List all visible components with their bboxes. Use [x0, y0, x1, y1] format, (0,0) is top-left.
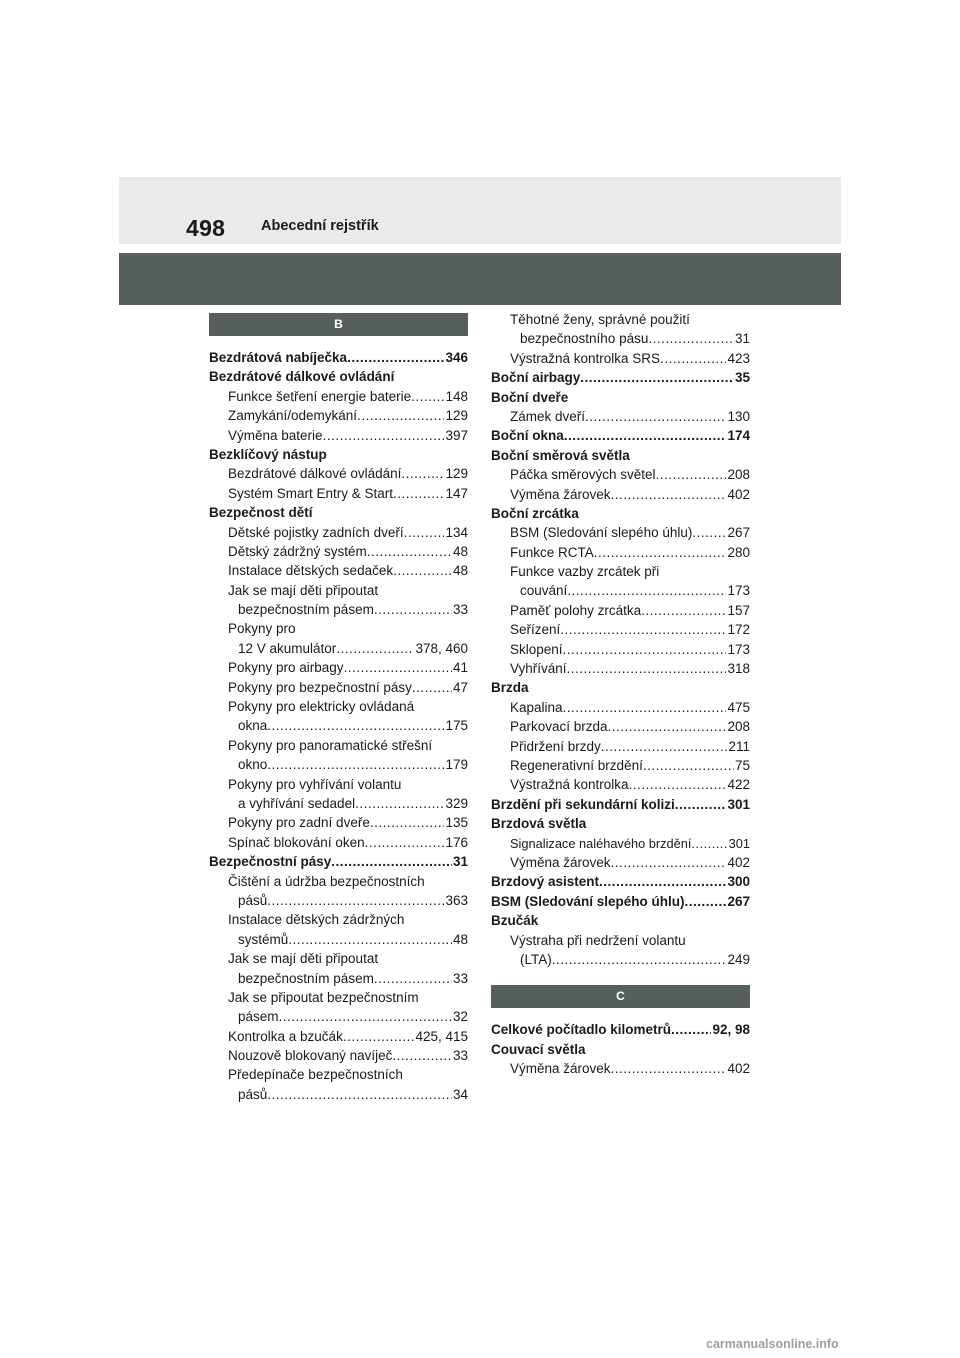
entry-text: Boční zrcátka: [491, 505, 579, 521]
entry-text: Výměna žárovek: [510, 486, 611, 502]
index-subentry: [491, 756, 750, 775]
entry-page-ref: 402: [727, 1061, 750, 1077]
entry-page-ref: 179: [445, 757, 468, 773]
dot-leader: [671, 1020, 711, 1039]
entry-text: Pokyny pro panoramatické střešní: [228, 737, 433, 753]
index-entry: [209, 852, 468, 871]
entry-text: Bzučák: [491, 913, 539, 929]
entry-page-ref: 301: [728, 835, 750, 851]
dot-leader: [347, 348, 444, 367]
entry-text: BSM (Sledování slepého úhlu): [510, 525, 693, 541]
entry-text: Boční směrová světla: [491, 447, 630, 463]
entry-text: BSM (Sledování slepého úhlu): [491, 893, 685, 909]
index-entry: [491, 426, 750, 445]
entry-page-ref: 48: [452, 563, 468, 579]
entry-text: Páčka směrových světel: [510, 467, 656, 483]
dot-leader: [323, 426, 445, 445]
dot-leader: [267, 1085, 452, 1104]
entry-text: Čištění a údržba bezpečnostních: [228, 873, 425, 889]
entry-text: Pokyny pro: [228, 621, 296, 637]
dot-leader: [336, 639, 414, 658]
entry-text: Kapalina: [510, 699, 563, 715]
entry-page-ref: 129: [445, 466, 468, 482]
index-subentry: [209, 523, 468, 542]
dot-leader: [404, 523, 445, 542]
dot-leader: [552, 950, 727, 969]
entry-page-ref: 172: [727, 622, 750, 638]
index-subentry: [491, 698, 750, 717]
dot-leader: [357, 406, 444, 425]
index-subentry: [209, 484, 468, 503]
entry-text: Signalizace naléhavého brzdění: [510, 835, 692, 851]
index-subentry: [209, 755, 468, 774]
entry-page-ref: 148: [445, 388, 468, 404]
entry-text: Brzdění při sekundární kolizi: [491, 796, 675, 812]
entry-page-ref: 41: [452, 660, 468, 676]
index-entry: [491, 368, 750, 387]
index-entry: [491, 892, 750, 911]
index-subentry: [209, 969, 468, 988]
entry-page-ref: 75: [734, 757, 750, 773]
entry-text: Regenerativní brzdění: [510, 757, 643, 773]
dot-leader: [267, 716, 444, 735]
index-subentry: [209, 619, 468, 638]
entry-page-ref: 346: [445, 350, 468, 365]
entry-text: pásů: [238, 1086, 268, 1102]
entry-page-ref: 208: [727, 719, 750, 735]
dot-leader: [692, 523, 726, 542]
entry-page-ref: 176: [445, 834, 468, 850]
entry-page-ref: 267: [727, 893, 750, 909]
index-subentry: [209, 697, 468, 716]
entry-page-ref: 173: [727, 583, 750, 599]
dot-leader: [685, 892, 727, 911]
entry-text: bezpečnostním pásem: [238, 970, 374, 986]
entry-text: Dětský zádržný systém: [228, 543, 367, 559]
entry-text: Couvací světla: [491, 1041, 586, 1057]
index-subentry: [209, 833, 468, 852]
index-subentry: [209, 1007, 468, 1026]
index-entry: [491, 388, 750, 407]
index-subentry: [491, 601, 750, 620]
dot-leader: [660, 349, 726, 368]
entry-page-ref: 48: [452, 543, 468, 559]
entry-page-ref: 422: [727, 777, 750, 793]
entry-text: okna: [238, 718, 268, 734]
entry-text: Výměna žárovek: [510, 854, 611, 870]
index-subentry: [491, 543, 750, 562]
entry-page-ref: 33: [452, 602, 468, 618]
entry-page-ref: 48: [452, 931, 468, 947]
entry-text: Bezdrátové dálkové ovládání: [228, 466, 402, 482]
entry-page-ref: 174: [727, 428, 750, 444]
entry-text: Seřízení: [510, 622, 561, 638]
dot-leader: [374, 969, 452, 988]
entry-text: Jak se mají děti připoutat: [228, 582, 379, 598]
index-entry: [491, 911, 750, 930]
watermark: carmanualsonline.info: [706, 1337, 839, 1351]
entry-text: Boční dveře: [491, 389, 569, 405]
section-gap: [491, 969, 750, 985]
index-subentry: [491, 310, 750, 329]
entry-page-ref: 402: [727, 854, 750, 870]
entry-text: Těhotné ženy, správné použití: [510, 312, 690, 327]
index-subentry: [209, 1085, 468, 1104]
entry-text: Funkce vazby zrcátek při: [510, 564, 660, 580]
entry-page-ref: 130: [727, 408, 750, 424]
entry-page-ref: 249: [727, 951, 750, 967]
entry-text: couvání: [520, 583, 568, 599]
dot-leader: [564, 426, 727, 445]
index-subentry: [209, 561, 468, 580]
entry-text: Paměť polohy zrcátka: [510, 602, 642, 618]
index-subentry: [209, 949, 468, 968]
index-subentry: [209, 872, 468, 891]
dot-leader: [411, 387, 444, 406]
dot-leader: [611, 853, 727, 872]
index-subentry: [491, 737, 750, 756]
index-subentry: [209, 891, 468, 910]
entry-page-ref: 423: [727, 350, 750, 366]
dot-leader: [367, 542, 452, 561]
entry-page-ref: 31: [452, 854, 468, 870]
entry-text: Zamykání/odemykání: [228, 408, 358, 424]
index-subentry: [209, 658, 468, 677]
dot-leader: [656, 465, 727, 484]
entry-page-ref: 300: [727, 874, 750, 890]
entry-page-ref: 363: [445, 892, 468, 908]
index-subentry: [209, 930, 468, 949]
entry-text: Brzda: [491, 680, 529, 696]
entry-text: Pokyny pro elektricky ovládaná: [228, 699, 415, 715]
dot-leader: [608, 717, 727, 736]
index-entry: [209, 445, 468, 464]
entry-text: Instalace dětských zádržných: [228, 912, 405, 928]
page-title: Abecední rejstřík: [261, 218, 379, 234]
index-subentry: [491, 717, 750, 736]
dot-leader: [567, 581, 726, 600]
index-column-right: [491, 310, 750, 1078]
entry-page-ref: 157: [727, 602, 750, 618]
entry-text: Zámek dveří: [510, 408, 586, 424]
entry-text: Systém Smart Entry & Start: [228, 485, 394, 501]
dot-leader: [599, 872, 726, 891]
entry-text: Kontrolka a bzučák: [228, 1028, 343, 1044]
index-subentry: [491, 1059, 750, 1078]
entry-text: Bezdrátová nabíječka: [209, 350, 348, 365]
index-subentry: [491, 775, 750, 794]
index-subentry: [209, 426, 468, 445]
header-band: [119, 253, 841, 305]
dot-leader: [601, 737, 728, 756]
dot-leader: [629, 775, 727, 794]
dot-leader: [563, 640, 727, 659]
index-subentry: [491, 349, 750, 368]
dot-leader: [648, 329, 734, 348]
dot-leader: [560, 620, 726, 639]
index-subentry: [209, 1046, 468, 1065]
dot-leader: [267, 755, 444, 774]
dot-leader: [393, 484, 444, 503]
entry-text: Výstraha při nedržení volantu: [510, 932, 686, 948]
index-subentry: [491, 407, 750, 426]
dot-leader: [675, 795, 727, 814]
entry-text: Bezklíčový nástup: [209, 446, 327, 462]
entry-text: (LTA): [520, 951, 552, 967]
entry-page-ref: 173: [727, 641, 750, 657]
dot-leader: [279, 1007, 452, 1026]
entry-text: Předepínače bezpečnostních: [228, 1067, 403, 1083]
dot-leader: [331, 852, 452, 871]
dot-leader: [580, 368, 734, 387]
entry-page-ref: 135: [445, 815, 468, 831]
index-entry: [491, 872, 750, 891]
entry-text: bezpečnostním pásem: [238, 602, 374, 618]
entry-page-ref: 475: [727, 699, 750, 715]
index-subentry: [209, 1027, 468, 1046]
entry-text: Výstražná kontrolka SRS: [510, 350, 661, 366]
index-entry: [209, 503, 468, 522]
entry-page-ref: 47: [452, 679, 468, 695]
index-subentry: [209, 813, 468, 832]
index-entry: [209, 348, 468, 367]
dot-leader: [374, 600, 452, 619]
index-entry: [491, 504, 750, 523]
dot-leader: [412, 678, 452, 697]
index-subentry: [209, 387, 468, 406]
index-entry: [491, 795, 750, 814]
index-column-left: [209, 310, 468, 1104]
index-subentry: [491, 562, 750, 581]
dot-leader: [267, 891, 444, 910]
dot-leader: [563, 698, 727, 717]
entry-text: okno: [238, 757, 268, 773]
entry-text: Brzdový asistent: [491, 874, 600, 890]
entry-text: a vyhřívání sedadel: [238, 795, 356, 811]
entry-page-ref: 301: [727, 796, 750, 812]
entry-text: Parkovací brzda: [510, 719, 608, 735]
dot-leader: [288, 930, 452, 949]
entry-text: systémů: [238, 931, 289, 947]
index-entry: [209, 367, 468, 386]
index-subentry: [209, 639, 468, 658]
index-subentry: [491, 931, 750, 950]
entry-text: Dětské pojistky zadních dveří: [228, 524, 404, 540]
entry-text: bezpečnostního pásu: [520, 331, 649, 347]
entry-text: Bezdrátové dálkové ovládání: [209, 369, 395, 385]
entry-text: Nouzově blokovaný navíječ: [228, 1048, 393, 1064]
entry-page-ref: 34: [452, 1086, 468, 1102]
entry-page-ref: 425, 415: [415, 1028, 468, 1044]
dot-leader: [611, 485, 727, 504]
section-letter-band: C: [491, 985, 750, 1008]
index-subentry: [209, 736, 468, 755]
dot-leader: [611, 1059, 727, 1078]
dot-leader: [370, 813, 445, 832]
entry-page-ref: 129: [445, 408, 468, 424]
entry-text: Přidržení brzdy: [510, 738, 601, 754]
dot-leader: [344, 658, 452, 677]
header-bar: [119, 177, 841, 244]
entry-text: Jak se připoutat bezpečnostním: [228, 989, 419, 1005]
entry-text: Brzdová světla: [491, 816, 587, 832]
dot-leader: [643, 756, 734, 775]
entry-page-ref: 147: [445, 485, 468, 501]
dot-leader: [393, 561, 452, 580]
index-entry: [491, 446, 750, 465]
entry-text: Spínač blokování oken: [228, 834, 365, 850]
entry-text: Pokyny pro airbagy: [228, 660, 344, 676]
index-subentry: [491, 620, 750, 639]
dot-leader: [641, 601, 726, 620]
index-subentry: [209, 775, 468, 794]
index-entry: [491, 678, 750, 697]
entry-page-ref: 35: [734, 370, 750, 386]
dot-leader: [585, 407, 726, 426]
dot-leader: [594, 543, 727, 562]
index-subentry: [209, 1065, 468, 1084]
entry-text: 12 V akumulátor: [238, 640, 337, 656]
index-subentry: [209, 406, 468, 425]
dot-leader: [401, 464, 444, 483]
entry-page-ref: 397: [445, 427, 468, 443]
index-subentry: [209, 542, 468, 561]
entry-text: Pokyny pro vyhřívání volantu: [228, 776, 402, 792]
index-subentry: [491, 834, 750, 853]
dot-leader: [343, 1027, 415, 1046]
entry-page-ref: 32: [452, 1009, 468, 1025]
entry-text: Jak se mají děti připoutat: [228, 951, 379, 967]
entry-text: Bezpečnost dětí: [209, 505, 313, 521]
index-subentry: [491, 659, 750, 678]
entry-page-ref: 378, 460: [415, 640, 468, 656]
dot-leader: [355, 794, 444, 813]
index-subentry: [491, 523, 750, 542]
index-subentry: [209, 464, 468, 483]
entry-page-ref: 402: [727, 486, 750, 502]
index-subentry: [209, 581, 468, 600]
entry-page-ref: 33: [452, 1048, 468, 1064]
index-subentry: [209, 794, 468, 813]
entry-text: Vyhřívání: [510, 661, 567, 677]
index-subentry: [209, 910, 468, 929]
index-entry: [491, 1040, 750, 1059]
dot-leader: [567, 659, 727, 678]
entry-text: Funkce RCTA: [510, 544, 594, 560]
entry-page-ref: 175: [445, 718, 468, 734]
entry-page-ref: 211: [728, 738, 750, 754]
entry-page-ref: 33: [452, 970, 468, 986]
page-number: 498: [186, 215, 226, 241]
entry-text: pásem: [238, 1009, 279, 1025]
entry-text: Pokyny pro zadní dveře: [228, 815, 370, 831]
entry-page-ref: 329: [445, 795, 468, 811]
entry-text: Funkce šetření energie baterie: [228, 388, 412, 404]
index-subentry: [209, 678, 468, 697]
index-subentry: [491, 329, 750, 348]
entry-text: Výměna baterie: [228, 427, 323, 443]
entry-page-ref: 92, 98: [712, 1022, 750, 1038]
entry-page-ref: 208: [727, 467, 750, 483]
entry-text: Bezpečnostní pásy: [209, 854, 332, 870]
entry-text: Boční okna: [491, 428, 564, 444]
entry-text: pásů: [238, 892, 268, 908]
index-subentry: [491, 640, 750, 659]
index-subentry: [209, 988, 468, 1007]
index-entry: [491, 814, 750, 833]
entry-page-ref: 280: [727, 544, 750, 560]
dot-leader: [365, 833, 445, 852]
index-subentry: [491, 950, 750, 969]
index-subentry: [491, 581, 750, 600]
entry-text: Výstražná kontrolka: [510, 777, 629, 793]
index-subentry: [491, 485, 750, 504]
index-subentry: [209, 716, 468, 735]
entry-page-ref: 318: [727, 661, 750, 677]
entry-text: Boční airbagy: [491, 370, 581, 386]
index-subentry: [209, 600, 468, 619]
entry-page-ref: 134: [445, 524, 468, 540]
dot-leader: [392, 1046, 452, 1065]
index-subentry: [491, 465, 750, 484]
entry-page-ref: 267: [727, 525, 750, 541]
section-letter-band: B: [209, 313, 468, 336]
entry-page-ref: 31: [734, 331, 750, 347]
index-subentry: [491, 853, 750, 872]
dot-leader: [691, 834, 727, 853]
entry-text: Výměna žárovek: [510, 1061, 611, 1077]
entry-text: Celkové počítadlo kilometrů: [491, 1022, 672, 1038]
entry-text: Pokyny pro bezpečnostní pásy: [228, 679, 412, 695]
entry-text: Instalace dětských sedaček: [228, 563, 394, 579]
index-entry: [491, 1020, 750, 1039]
entry-text: Sklopení: [510, 641, 563, 657]
